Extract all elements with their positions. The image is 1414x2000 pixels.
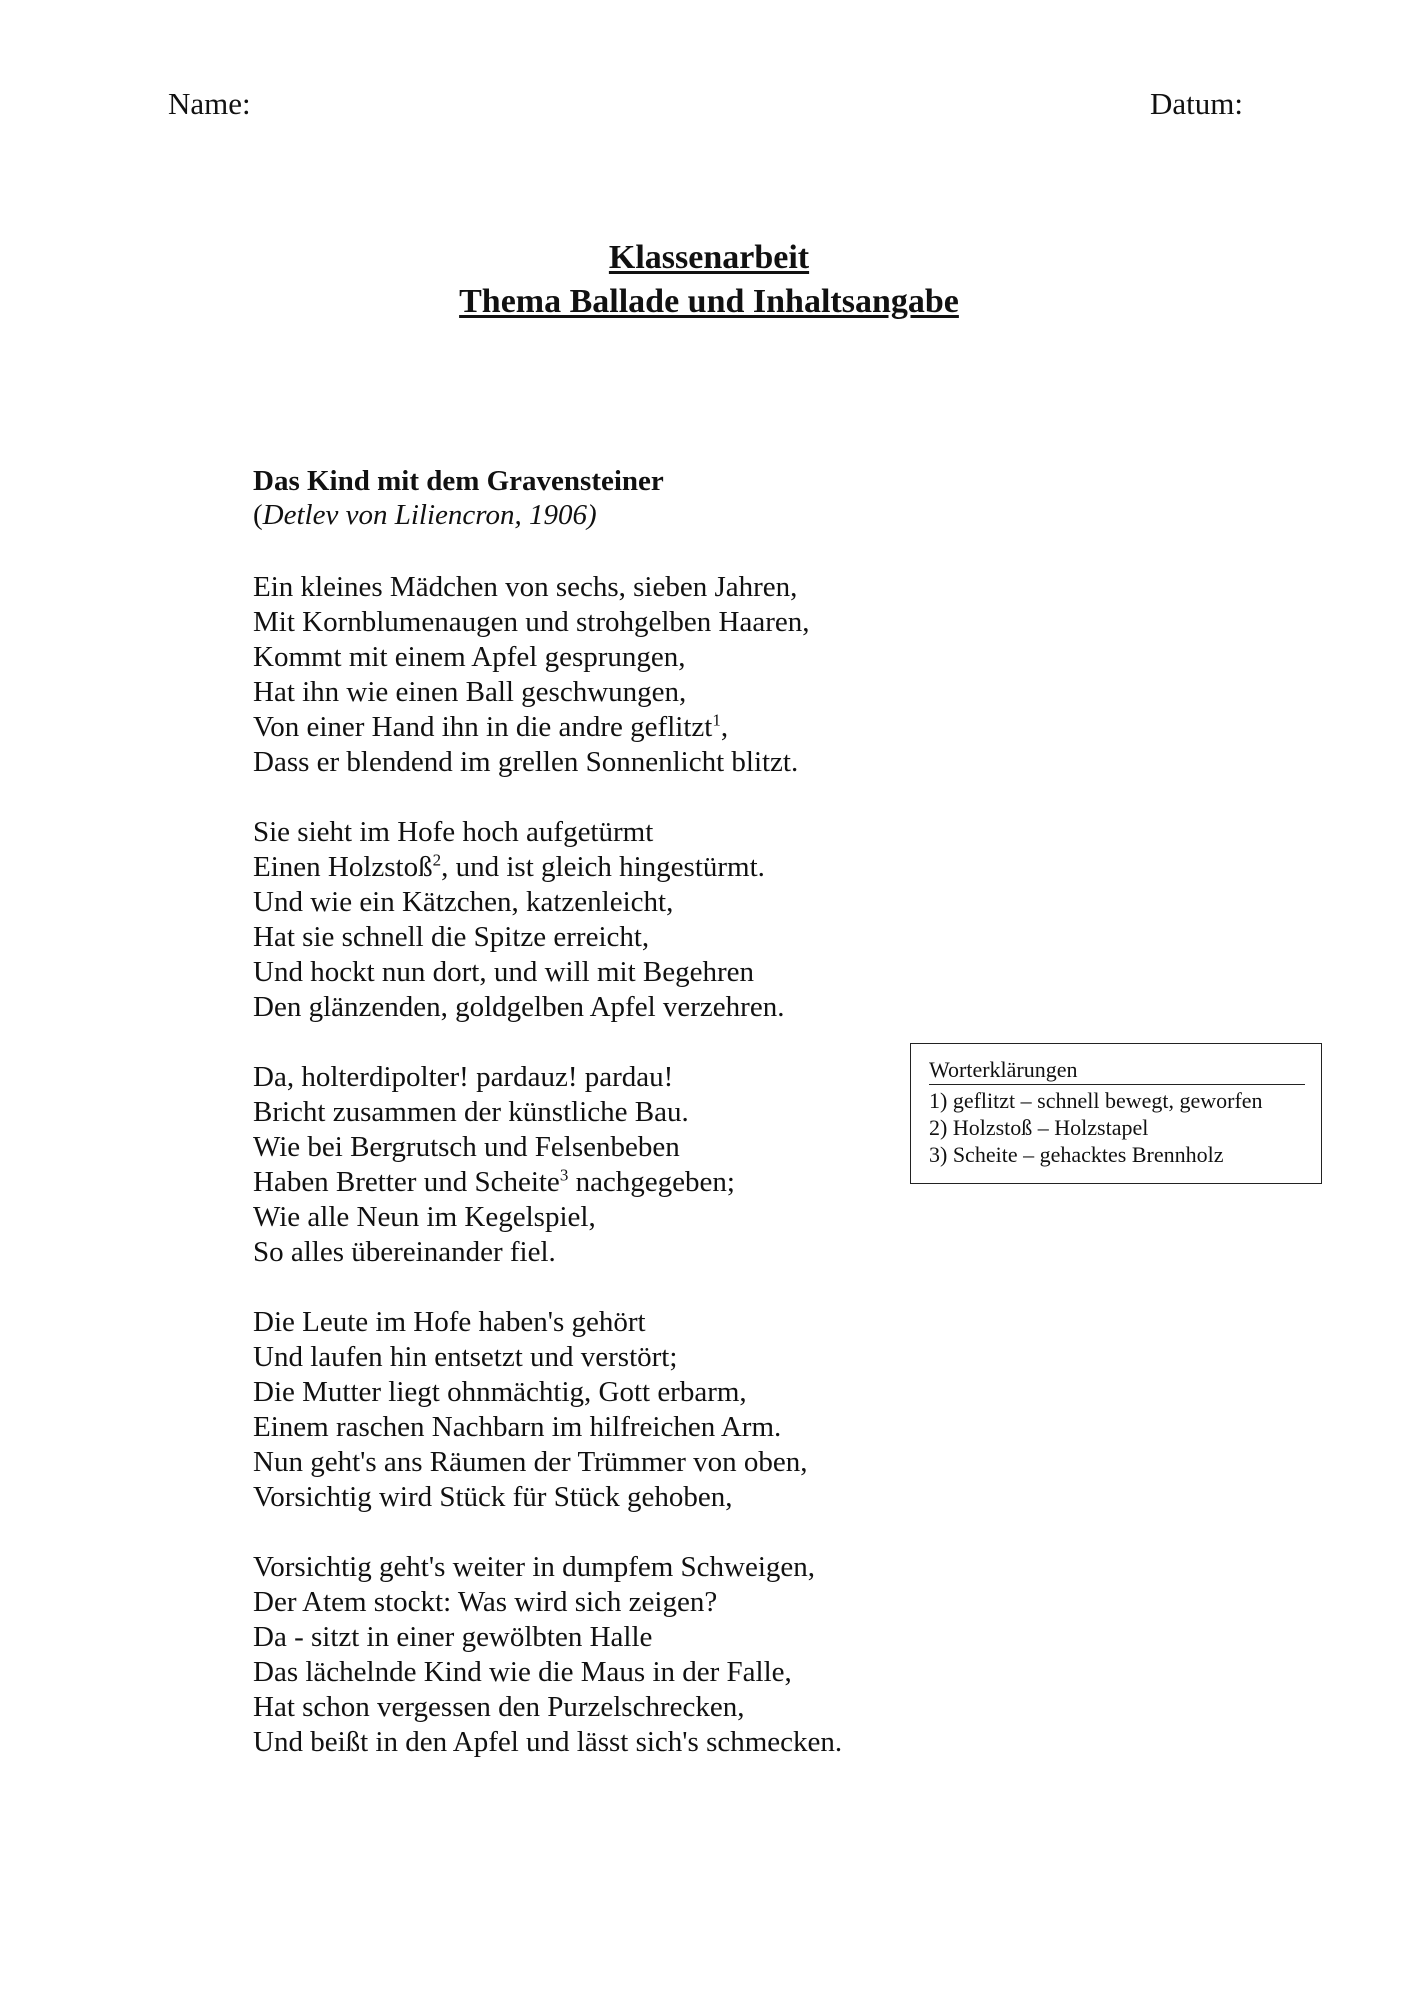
poem-line: Dass er blendend im grellen Sonnenlicht blitzt. bbox=[253, 746, 799, 778]
poem-stanza bbox=[253, 570, 842, 780]
footnote-marker: 1 bbox=[712, 710, 721, 730]
poem-line: Die Leute im Hofe haben's gehört bbox=[253, 1306, 646, 1338]
poem-line bbox=[253, 850, 842, 885]
glossary-item: 1) geflitzt – schnell bewegt, geworfen bbox=[929, 1088, 1263, 1113]
title-line-1: Klassenarbeit bbox=[608, 239, 810, 276]
title-line-2: Thema Ballade und Inhaltsangabe bbox=[459, 283, 959, 320]
footnote-marker: 3 bbox=[559, 1165, 569, 1185]
poem-line: Mit Kornblumenaugen und strohgelben Haaren, bbox=[253, 606, 810, 638]
poem-line: Da, holterdipolter! pardauz! pardau! bbox=[253, 1061, 674, 1093]
name-label: Name: bbox=[168, 86, 251, 121]
poem-line: Das lächelnde Kind wie die Maus in der Falle, bbox=[253, 1656, 792, 1688]
poem-line: Den glänzenden, goldgelben Apfel verzehren. bbox=[253, 991, 785, 1023]
document-title bbox=[0, 236, 1414, 324]
poem-author-line bbox=[253, 498, 664, 532]
poem-line: Kommt mit einem Apfel gesprungen, bbox=[253, 641, 686, 673]
poem-line: Die Mutter liegt ohnmächtig, Gott erbarm, bbox=[253, 1376, 747, 1408]
poem-line: Hat sie schnell die Spitze erreicht, bbox=[253, 921, 650, 953]
poem-line: Nun geht's ans Räumen der Trümmer von oben, bbox=[253, 1446, 808, 1478]
poem-stanza bbox=[253, 1550, 842, 1760]
poem-stanza bbox=[253, 815, 842, 1025]
poem-line: Vorsichtig wird Stück für Stück gehoben, bbox=[253, 1481, 733, 1513]
poem-line: Und laufen hin entsetzt und verstört; bbox=[253, 1341, 678, 1373]
footnote-marker: 2 bbox=[432, 850, 442, 870]
poem-heading bbox=[253, 464, 664, 532]
poem-line bbox=[253, 710, 842, 745]
glossary-box bbox=[910, 1043, 1322, 1184]
line-text: , bbox=[720, 711, 729, 743]
line-text: Einen Holzstoß bbox=[253, 851, 433, 883]
glossary-heading: Worterklärungen bbox=[929, 1056, 1305, 1085]
poem-line: Bricht zusammen der künstliche Bau. bbox=[253, 1096, 689, 1128]
poem-line: Da - sitzt in einer gewölbten Halle bbox=[253, 1621, 653, 1653]
poem-line: Vorsichtig geht's weiter in dumpfem Schweigen, bbox=[253, 1551, 816, 1583]
line-text: nachgegeben; bbox=[568, 1166, 735, 1198]
poem-line: Und beißt in den Apfel und lässt sich's schmecken. bbox=[253, 1726, 843, 1758]
poem-line: Einem raschen Nachbarn im hilfreichen Arm. bbox=[253, 1411, 782, 1443]
poem-line: Der Atem stockt: Was wird sich zeigen? bbox=[253, 1586, 718, 1618]
poem-line: Und wie ein Kätzchen, katzenleicht, bbox=[253, 886, 674, 918]
date-label: Datum: bbox=[1150, 86, 1243, 121]
poem-line: Hat schon vergessen den Purzelschrecken, bbox=[253, 1691, 745, 1723]
author-paren: ( bbox=[253, 499, 263, 531]
poem-line: Wie alle Neun im Kegelspiel, bbox=[253, 1201, 596, 1233]
glossary-item: 3) Scheite – gehacktes Brennholz bbox=[929, 1142, 1224, 1167]
poem-line: Ein kleines Mädchen von sechs, sieben Jahren, bbox=[253, 571, 798, 603]
line-text: Haben Bretter und Scheite bbox=[253, 1166, 560, 1198]
poem-line: So alles übereinander fiel. bbox=[253, 1236, 556, 1268]
poem-line: Hat ihn wie einen Ball geschwungen, bbox=[253, 676, 687, 708]
poem-body bbox=[253, 570, 842, 1795]
poem-line: Sie sieht im Hofe hoch aufgetürmt bbox=[253, 816, 654, 848]
line-text: , und ist gleich hingestürmt. bbox=[441, 851, 765, 883]
poem-line: Wie bei Bergrutsch und Felsenbeben bbox=[253, 1131, 680, 1163]
glossary-item: 2) Holzstoß – Holzstapel bbox=[929, 1115, 1149, 1140]
poem-line: Und hockt nun dort, und will mit Begehren bbox=[253, 956, 754, 988]
poem-stanza bbox=[253, 1305, 842, 1515]
poem-stanza bbox=[253, 1060, 842, 1270]
line-text: Von einer Hand ihn in die andre geflitzt bbox=[253, 711, 713, 743]
poem-author: Detlev von Liliencron, 1906) bbox=[262, 499, 597, 531]
poem-line bbox=[253, 1165, 842, 1200]
poem-title: Das Kind mit dem Gravensteiner bbox=[253, 465, 664, 497]
